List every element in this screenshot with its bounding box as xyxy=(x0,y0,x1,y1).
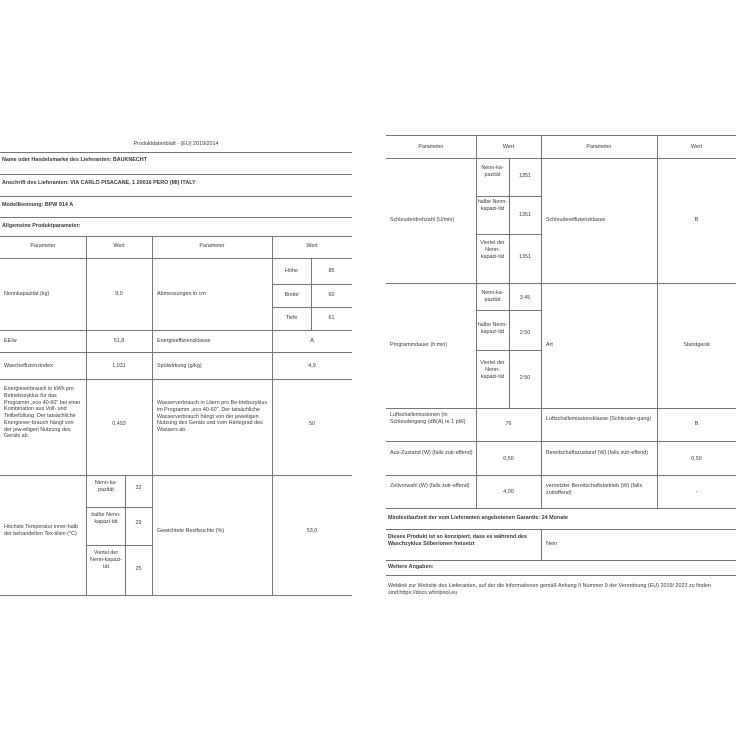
standby-value: 0,50 xyxy=(691,456,702,462)
duration-half-label: halbe Nenn-kapazi-tät xyxy=(477,322,508,335)
energy-consumption-value: 0,493 xyxy=(112,421,126,427)
temp-quarter-value: 25 xyxy=(135,566,142,572)
temp-half-label: halbe Nenn-kapazi-tät xyxy=(91,512,121,525)
col-header-parameter: Parameter xyxy=(30,243,56,249)
height-value: 85 xyxy=(328,268,335,274)
width-label: Breite xyxy=(284,292,299,298)
residual-moisture-label: Gewichtete Restfeuchte (%) xyxy=(157,528,225,534)
spin-half-value: 1351 xyxy=(519,212,531,218)
depth-value: 61 xyxy=(328,315,335,321)
supplier-name: Name oder Handelsmarke des Lieferanten: BAUKNECHT xyxy=(2,157,147,163)
duration-rated-label: Nenn-ka-pazität xyxy=(481,290,504,303)
spin-half-label: halbe Nenn-kapazi-tät xyxy=(477,199,508,212)
noise-class-label: Luftschallemissionsklasse (Schleuder-gang) xyxy=(546,416,652,422)
networked-standby-label: vernetzter Bereitschaftsbetrieb (W) (falls zutreffend) xyxy=(546,483,643,496)
standby-label: Bereitschaftszustand (W) (falls zutr-effend) xyxy=(546,450,649,456)
networked-standby-value: - xyxy=(695,489,698,495)
weblink-text: Weblink zur Website des Lieferanten, auf der die Informationen gemäß Anhang II Nummer 9 der Verordnung (EU) 2019/ 2023 zu finden sind:https://docs.whirlpool.eu xyxy=(388,583,711,596)
off-mode-value: 0,50 xyxy=(503,456,514,462)
duration-rated-value: 3:45 xyxy=(519,295,531,301)
water-consumption-value: 50 xyxy=(309,421,315,427)
eeiw-label: EEIw xyxy=(4,338,17,344)
rated-capacity-label: Nennkapazität (kg) xyxy=(4,291,50,297)
divider xyxy=(0,196,352,197)
divider xyxy=(0,152,352,153)
rinse-value: 4,9 xyxy=(308,363,316,369)
spin-rated-value: 1351 xyxy=(519,173,531,179)
col-header-parameter-2: Parameter xyxy=(586,144,612,150)
col-header-wert-2: Wert xyxy=(690,144,703,150)
col-header-wert: Wert xyxy=(502,144,515,150)
type-label: Art xyxy=(546,342,553,348)
duration-quarter-value: 2:50 xyxy=(519,375,531,381)
max-temp-label: Höchste Temperatur inner-halb der behandelten Tex-tilien (°C) xyxy=(4,524,78,537)
guarantee-text: Mindestlaufzeit der vom Lieferanten angebotenen Garantie: 24 Monate xyxy=(388,515,569,521)
spin-quarter-value: 1351 xyxy=(519,254,531,260)
delay-start-value: 4,00 xyxy=(503,489,514,495)
rated-capacity-value: 9,0 xyxy=(115,291,123,297)
sheet-title: Produktdatenblatt - (EU) 2019/2014 xyxy=(133,141,219,147)
spin-quarter-label: Viertel der Nenn-kapazi-tät xyxy=(480,240,505,260)
energy-class-value: A xyxy=(310,338,314,344)
col-header-wert-2: Wert xyxy=(306,243,318,249)
model-id: Modellkennung: BPW 914 A xyxy=(2,202,74,208)
col-header-parameter: Parameter xyxy=(418,144,444,150)
energy-class-label: Energieeffizienzklasse xyxy=(157,338,211,344)
spin-class-value: B xyxy=(694,217,699,223)
energy-consumption-label: Energieverbrauch in kWh pro Betriebszyklus für das Programm „eco 40-60“ bei einer Kombination aus Voll- und Teilbefüllung. Der tatsächliche Energiever-brauch hängt von der jew-eiligen Nutzung des Geräts ab. xyxy=(4,386,81,440)
duration-half-value: 2:50 xyxy=(519,330,531,336)
more-info-heading: Weitere Angaben: xyxy=(388,564,434,570)
silver-ions-label: Dieses Produkt ist so konzipiert, dass es während des Waschzyklus Silberionen freisetzt xyxy=(388,534,528,547)
width-value: 60 xyxy=(328,292,335,298)
delay-start-label: Zeitvorwahl (W) (falls zutr-effend) xyxy=(390,483,470,489)
temp-rated-value: 32 xyxy=(135,485,142,491)
height-label: Höhe xyxy=(285,268,298,274)
noise-label: Luftschallemissionen (in Schleudergang (dB(A) re 1 pW) xyxy=(390,412,466,425)
residual-moisture-value: 53,0 xyxy=(306,528,318,534)
noise-value: 76 xyxy=(505,421,512,427)
general-params-heading: Allgemeine Produktparameter: xyxy=(2,223,81,229)
spin-rated-label: Nenn-ka-pazität xyxy=(481,165,504,178)
divider xyxy=(0,217,352,218)
spin-class-label: Schleudereffizienzklasse xyxy=(546,217,606,223)
wash-efficiency-label: Wascheffizienzindex xyxy=(4,363,53,369)
water-consumption-label: Wasserverbrauch in Litern pro Be-triebszyklus im Programm „eco 40-60“. Der tatsächliche Wasserverbrauch hängt von der jeweiligen Nutzung des Geräts und vom Härtegrad des Wassers ab. xyxy=(157,400,268,433)
temp-rated-label: Nenn-ka-pazität xyxy=(94,480,118,493)
program-duration-label: Programmdauer (h:min) xyxy=(390,342,448,348)
wash-efficiency-value: 1,031 xyxy=(112,363,126,369)
depth-label: Tiefe xyxy=(285,315,298,321)
temp-half-value: 29 xyxy=(135,520,142,526)
temp-quarter-label: Viertel der Nenn-kapazi-tät xyxy=(89,550,123,570)
divider xyxy=(0,174,352,175)
supplier-address: Anschrift des Lieferanten: VIA CARLO PISACANE, 1 20016 PERO (MI) ITALY xyxy=(2,180,196,186)
off-mode-label: Aus-Zustand (W) (falls zutr-effend) xyxy=(390,450,473,456)
dimensions-label: Abmessungen in cm xyxy=(157,291,206,297)
col-header-wert: Wert xyxy=(113,243,125,249)
noise-class-value: B xyxy=(694,421,699,427)
spin-speed-label: Schleuderdrehzahl (U/min) xyxy=(390,217,455,223)
rinse-label: Spülwirkung (g/kg) xyxy=(157,363,202,369)
duration-quarter-label: Viertel der Nenn-kapazi-tät xyxy=(480,360,505,380)
silver-ions-value: Nein xyxy=(546,541,558,547)
type-value: Standgerät xyxy=(683,342,710,348)
col-header-parameter-2: Parameter xyxy=(199,243,225,249)
eeiw-value: 51,8 xyxy=(113,338,125,344)
